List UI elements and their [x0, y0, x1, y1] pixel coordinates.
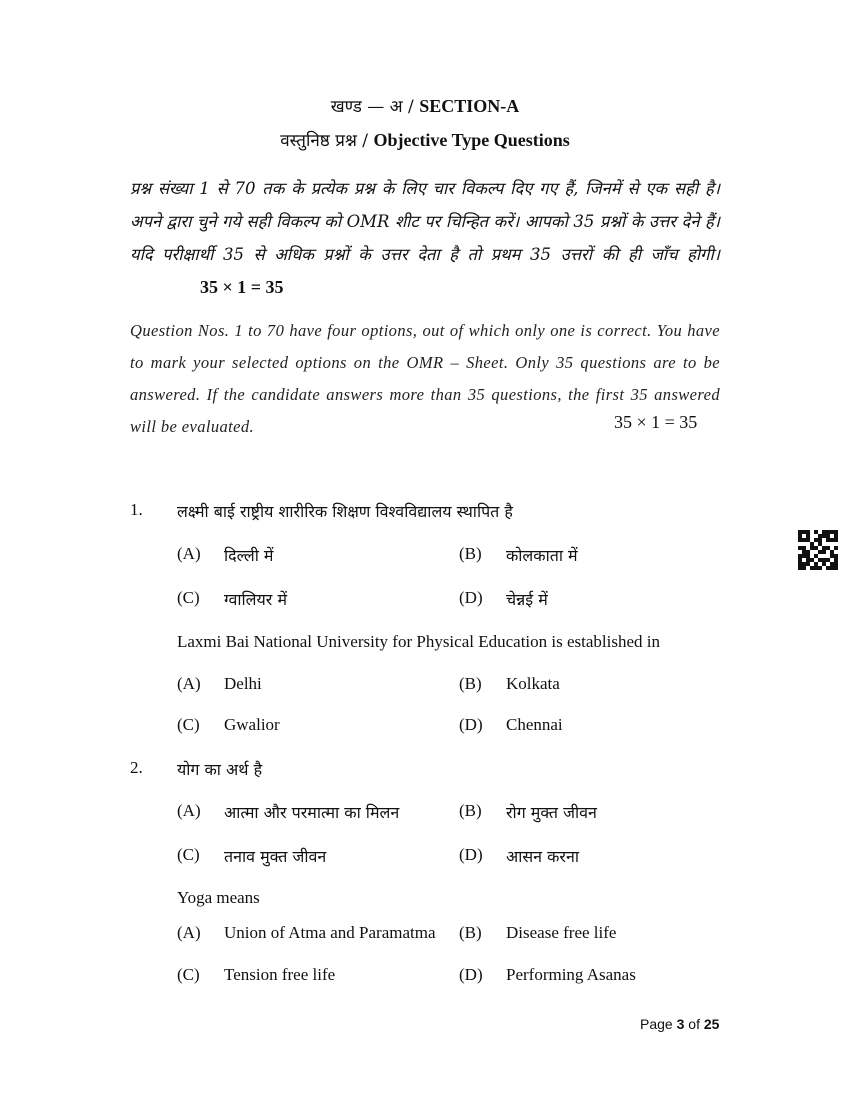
q2-hi-option-b-text: रोग मुक्त जीवन	[506, 803, 597, 822]
q2-en-option-a-text: Union of Atma and Paramatma	[224, 923, 436, 942]
section-title	[0, 94, 850, 117]
q1-en-option-a-text: Delhi	[224, 674, 262, 693]
section-subtitle-hindi: वस्तुनिष्ठ प्रश्न /	[280, 131, 369, 151]
section-title-hindi: खण्ड — अ /	[330, 97, 414, 117]
question-2-text-hindi: योग का अर्थ है	[177, 760, 263, 779]
section-title-english: SECTION-A	[419, 96, 520, 116]
page-of: of	[688, 1016, 700, 1032]
question-1-text-hindi: लक्ष्मी बाई राष्ट्रीय शारीरिक शिक्षण विश्वविद्यालय स्थापित है	[177, 502, 513, 521]
q1-en-option-c-text: Gwalior	[224, 715, 280, 734]
q1-hi-option-b-text: कोलकाता में	[506, 546, 578, 565]
instructions-hindi-text: प्रश्न संख्या 1 से 70 तक के प्रत्येक प्रश्न के लिए चार विकल्प दिए गए हैं, जिनमें से एक सही है। अपने द्वारा चुने गये सही विकल्प को OMR शीट पर चिन्हित करें। आपको 35 प्रश्नों के उत्तर देने हैं। यदि परीक्षार्थी 35 से अधिक प्रश्नों के उत्तर देता है तो प्रथम 35 उत्तरों की ही जाँच होगी।	[130, 179, 720, 264]
instructions-hindi-marks: 35 × 1 = 35	[200, 277, 284, 297]
q1-en-option-b-text: Kolkata	[506, 674, 560, 693]
q2-hi-option-a-letter: (A)	[177, 801, 201, 820]
question-1-text-english: Laxmi Bai National University for Physical Education is established in	[177, 632, 660, 651]
q1-hi-option-c-text: ग्वालियर में	[224, 590, 288, 609]
page-current: 3	[676, 1016, 685, 1032]
q2-en-option-a-letter: (A)	[177, 923, 201, 942]
q2-hi-option-c-text: तनाव मुक्त जीवन	[224, 847, 327, 866]
q2-en-option-b-text: Disease free life	[506, 923, 617, 942]
q2-en-option-d-letter: (D)	[459, 965, 483, 984]
q2-en-option-b-letter: (B)	[459, 923, 482, 942]
section-subtitle-english: Objective Type Questions	[373, 130, 570, 150]
q1-en-option-d-text: Chennai	[506, 715, 563, 734]
page-prefix: Page	[640, 1016, 673, 1032]
q1-en-option-c-letter: (C)	[177, 715, 200, 734]
q2-hi-option-a-text: आत्मा और परमात्मा का मिलन	[224, 803, 400, 822]
q1-en-option-a-letter: (A)	[177, 674, 201, 693]
q1-hi-option-a-text: दिल्ली में	[224, 546, 274, 565]
instructions-hindi	[130, 172, 720, 304]
question-1-number: 1.	[130, 500, 143, 519]
question-2-text-english: Yoga means	[177, 888, 260, 907]
section-subtitle	[0, 128, 850, 151]
q1-hi-option-c-letter: (C)	[177, 588, 200, 607]
q1-hi-option-a-letter: (A)	[177, 544, 201, 563]
instructions-english: Question Nos. 1 to 70 have four options, out of which only one is correct. You have to mark your selected options on the OMR – Sheet. Only 35 questions are to be answered. If the candidate answers more than 35 questions, the first 35 answered will be evaluated.	[130, 321, 720, 436]
q1-en-option-d-letter: (D)	[459, 715, 483, 734]
q2-en-option-c-text: Tension free life	[224, 965, 336, 984]
q1-en-option-b-letter: (B)	[459, 674, 482, 693]
q2-hi-option-d-letter: (D)	[459, 845, 483, 864]
question-2-number: 2.	[130, 758, 143, 777]
page-number	[640, 1016, 719, 1032]
q1-hi-option-d-text: चेन्नई में	[506, 590, 548, 609]
q2-hi-option-b-letter: (B)	[459, 801, 482, 820]
q1-hi-option-d-letter: (D)	[459, 588, 483, 607]
page-total: 25	[703, 1016, 720, 1032]
q2-en-option-c-letter: (C)	[177, 965, 200, 984]
q2-hi-option-d-text: आसन करना	[506, 847, 579, 866]
q2-en-option-d-text: Performing Asanas	[506, 965, 636, 984]
instructions-english-marks: 35 × 1 = 35	[614, 412, 698, 432]
q1-hi-option-b-letter: (B)	[459, 544, 482, 563]
qr-code-icon	[798, 530, 838, 570]
q2-hi-option-c-letter: (C)	[177, 845, 200, 864]
